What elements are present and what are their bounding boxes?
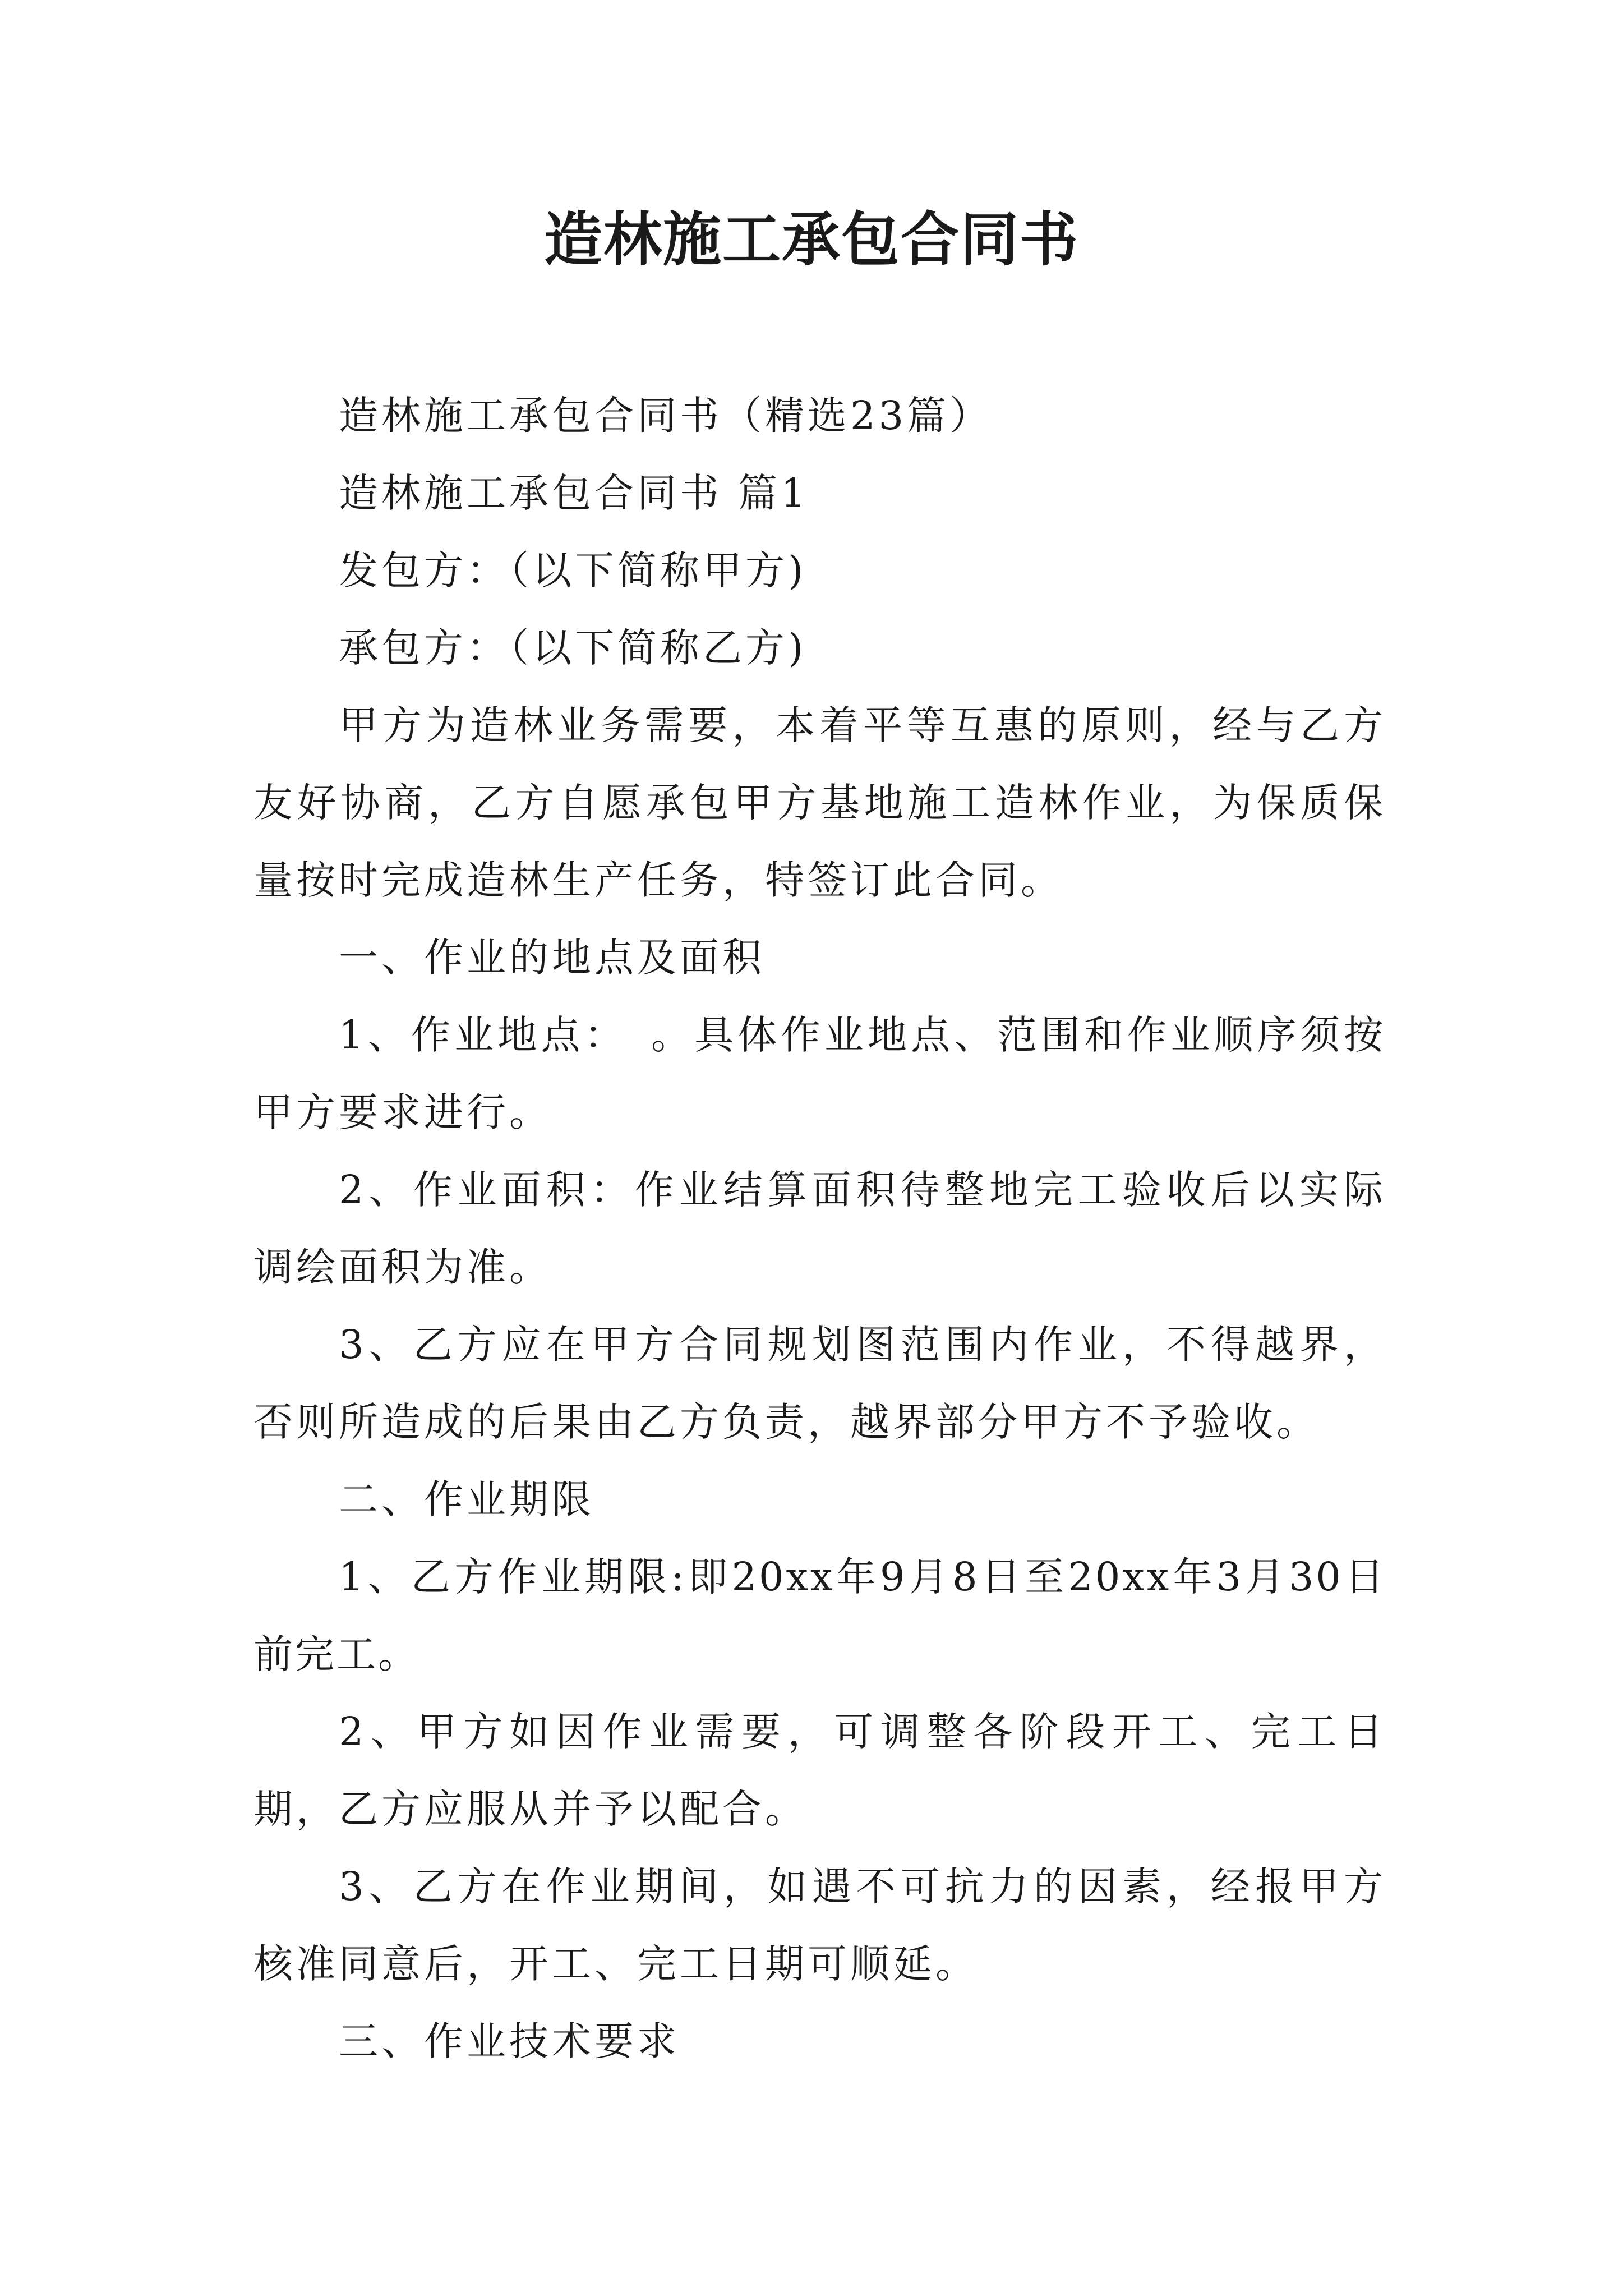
subtitle-line: 造林施工承包合同书（精选23篇）	[339, 393, 993, 439]
heading-work-period: 二、作业期限	[339, 1476, 594, 1522]
clause-2-1: 1、乙方作业期限:即20xx年9月8日至20xx年3月30日前完工。	[253, 1554, 1386, 1677]
party-a-line: 发包方：（以下简称甲方)	[339, 547, 807, 593]
heading-location-area: 一、作业的地点及面积	[339, 935, 765, 981]
clause-2-3: 3、乙方在作业期间，如遇不可抗力的因素，经报甲方核准同意后，开工、完工日期可顺延。	[253, 1864, 1386, 1987]
clause-2-2: 2、甲方如因作业需要，可调整各阶段开工、完工日期，乙方应服从并予以配合。	[253, 1709, 1386, 1832]
clause-1-2: 2、作业面积：作业结算面积待整地完工验收后以实际调绘面积为准。	[253, 1167, 1386, 1290]
section-heading-part1: 造林施工承包合同书 篇1	[339, 470, 809, 516]
party-b-line: 承包方：（以下简称乙方)	[339, 625, 807, 671]
preamble-paragraph: 甲方为造林业务需要，本着平等互惠的原则，经与乙方友好协商，乙方自愿承包甲方基地施工造林作业，为保质保量按时完成造林生产任务，特签订此合同。	[253, 702, 1386, 903]
document-title: 造林施工承包合同书	[543, 205, 1079, 274]
clause-1-1: 1、作业地点： 。具体作业地点、范围和作业顺序须按甲方要求进行。	[253, 1012, 1386, 1135]
heading-technical-requirements: 三、作业技术要求	[339, 2018, 680, 2064]
document-body	[253, 377, 1386, 2080]
clause-1-3: 3、乙方应在甲方合同规划图范围内作业，不得越界，否则所造成的后果由乙方负责，越界部分甲方不予验收。	[253, 1322, 1386, 1445]
